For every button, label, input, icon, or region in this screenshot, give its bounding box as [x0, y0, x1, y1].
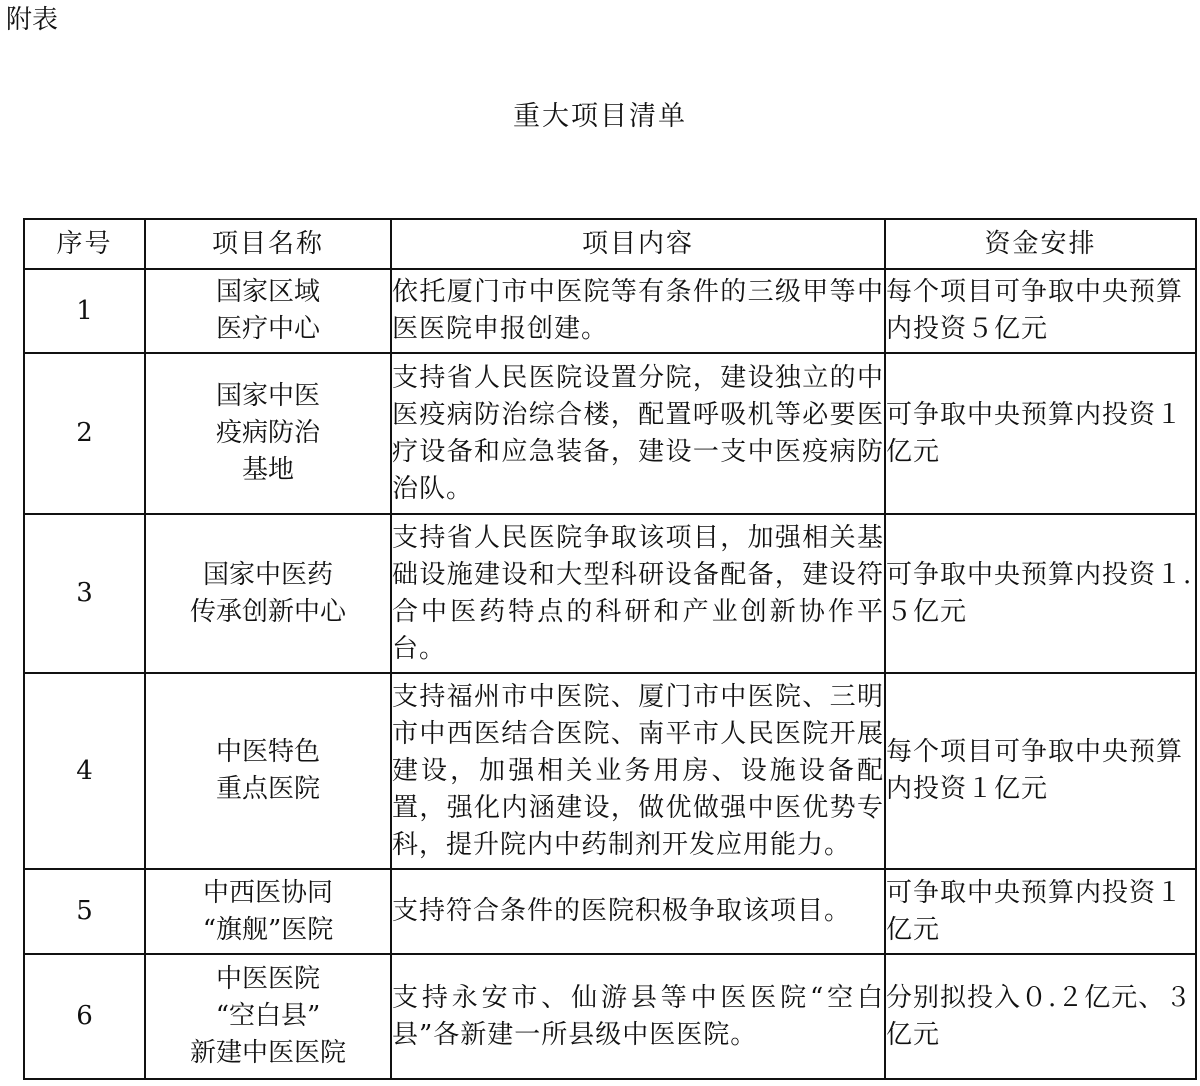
- row-number: 1: [24, 269, 145, 353]
- project-name-text: 国家区域 医疗中心: [215, 277, 320, 344]
- table-row: [24, 869, 1196, 954]
- funding-arrangement: 分别拟投入０.２亿元、３亿元: [885, 954, 1196, 1079]
- project-name-text: 中医医院 “空白县” 新建中医医院: [189, 964, 346, 1068]
- header-project-content: 项目内容: [391, 219, 885, 269]
- project-name-text: 国家中医 疫病防治 基地: [215, 381, 320, 485]
- project-name: [145, 514, 391, 673]
- table-row: [24, 269, 1196, 353]
- project-content: 依托厦门市中医院等有条件的三级甲等中医医院申报创建。: [391, 269, 885, 353]
- row-number: 3: [24, 514, 145, 673]
- row-number: 4: [24, 673, 145, 869]
- project-name: [145, 353, 391, 514]
- table-row: [24, 673, 1196, 869]
- project-name: [145, 673, 391, 869]
- project-content: 支持省人民医院设置分院，建设独立的中医疫病防治综合楼，配置呼吸机等必要医疗设备和应急装备，建设一支中医疫病防治队。: [391, 353, 885, 514]
- funding-arrangement: 可争取中央预算内投资１亿元: [885, 869, 1196, 954]
- appendix-label: 附表: [6, 5, 59, 35]
- document-title: 重大项目清单: [513, 101, 687, 132]
- funding-arrangement: 每个项目可争取中央预算内投资１亿元: [885, 673, 1196, 869]
- header-funding: 资金安排: [885, 219, 1196, 269]
- project-name: [145, 869, 391, 954]
- table-header-row: [24, 219, 1196, 269]
- row-number: 2: [24, 353, 145, 514]
- row-number: 5: [24, 869, 145, 954]
- funding-arrangement: 每个项目可争取中央预算内投资５亿元: [885, 269, 1196, 353]
- funding-arrangement: 可争取中央预算内投资１亿元: [885, 353, 1196, 514]
- project-name: [145, 269, 391, 353]
- project-list-table: [23, 218, 1197, 1080]
- funding-arrangement: 可争取中央预算内投资１.５亿元: [885, 514, 1196, 673]
- project-content: 支持省人民医院争取该项目，加强相关基础设施建设和大型科研设备配备，建设符合中医药特点的科研和产业创新协作平台。: [391, 514, 885, 673]
- header-number: 序号: [24, 219, 145, 269]
- table-row: [24, 514, 1196, 673]
- project-name: [145, 954, 391, 1079]
- table-row: [24, 353, 1196, 514]
- project-content: 支持福州市中医院、厦门市中医院、三明市中西医结合医院、南平市人民医院开展建设，加强相关业务用房、设施设备配置，强化内涵建设，做优做强中医优势专科，提升院内中药制剂开发应用能力。: [391, 673, 885, 869]
- project-name-text: 国家中医药 传承创新中心: [189, 559, 346, 627]
- row-number: 6: [24, 954, 145, 1079]
- header-project-name: 项目名称: [145, 219, 391, 269]
- project-name-text: 中医特色 重点医院: [215, 737, 320, 804]
- table-row: [24, 954, 1196, 1079]
- project-name-text: 中西医协同 “旗舰”医院: [202, 877, 334, 945]
- project-content: 支持符合条件的医院积极争取该项目。: [391, 869, 885, 954]
- project-content: 支持永安市、仙游县等中医医院“空白县”各新建一所县级中医医院。: [391, 954, 885, 1079]
